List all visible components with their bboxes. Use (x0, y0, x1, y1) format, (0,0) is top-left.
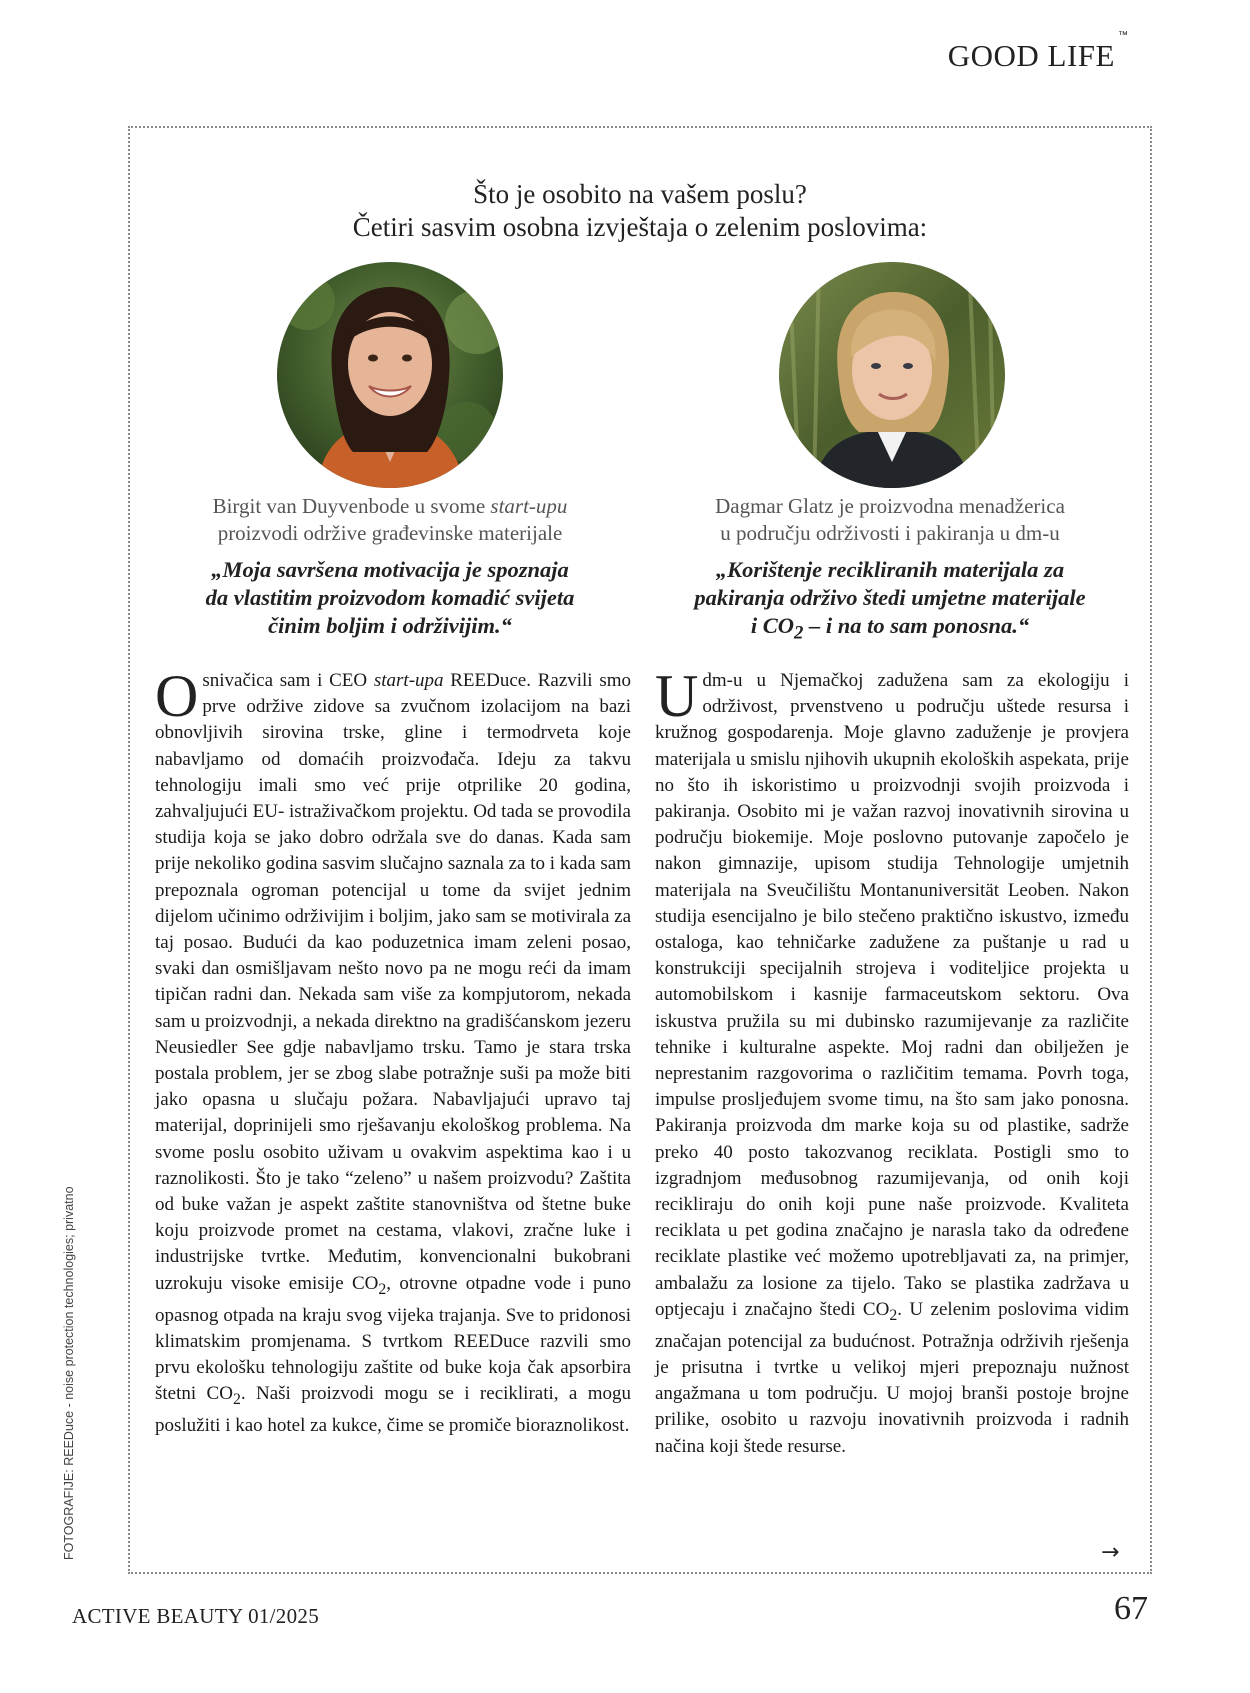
article-body-left (155, 663, 632, 1439)
dropcap-right: U (655, 663, 699, 729)
right-text-b: . U zelenim poslovima vidim značajan potencijal za budućnost. Potražnja održivih rješenja je prisutna i tvrtke u velikoj mjeri prepoznaju nužnost angažmana u tom području. U mojoj branši postoje brojne prilike, osobito u razvoju inovativnih proizvoda i radnih načina koji štede resurse. (655, 1298, 1129, 1457)
quote-dagmar (660, 556, 1120, 648)
left-text-a: snivačica sam i CEO (202, 670, 374, 691)
heading-line-2: Četiri sasvim osobna izvještaja o zelenim poslovima: (352, 212, 928, 242)
caption-dagmar-line-2: u području održivosti i pakiranja u dm-u (720, 521, 1060, 545)
corner-mark: ™ (1118, 30, 1128, 41)
caption-birgit-line-1 (160, 493, 620, 520)
portrait-woman-dark-hair-icon (277, 262, 503, 488)
caption-birgit-italic: start-upu (490, 494, 568, 518)
right-sub-1: 2 (889, 1306, 898, 1324)
article-heading (128, 178, 1152, 244)
caption-birgit-line-2: proizvodi održive građevinske materijale (217, 521, 563, 545)
quote-dagmar-line-3 (660, 612, 1120, 648)
section-label: GOOD LIFE (947, 38, 1115, 73)
caption-dagmar (660, 493, 1120, 547)
right-text-a: dm-u u Njemačkoj zadužena sam za ekologiju i održivost, prvenstveno u području uštede resursa i kružnog gospodarenja. Moje glavno zaduženje je provjera materijala u smislu njihovih ukupnih ekoloških aspekata, prije no što ih iskoristimo u proizvodnji svojih proizvoda i pakiranja. Osobito mi je važan razvoj inovativnih sirovina u području biokemije. Moje poslovno putovanje započelo je nakon gimnazije, upisom studija Tehnologije umjetnih materijala na Sveučilištu Montanuniversität Leoben. Nakon studija esencijalno je bilo stečeno praktično iskustvo, između ostaloga, kao tehničarke zadužene za puštanje u rad u konstrukciji specijalnih strojeva i voditeljice projekta u automobilskom i kasnije farmaceutskom sektoru. Ova iskustva pružila su mi dubinsko razumijevanje za različite tehnike i kulturalne aspekte. Moj radni dan obilježen je neprestanim razgovorima o različitim temama. Povrh toga, impulse prosljeđujem svome timu, na što sam jako ponosna. Pakiranja proizvoda dm marke koja su od plastike, sadrže preko 40 posto takozvanog reciklata. Postigli smo to izgradnjom međusobnog razumijevanja, od onih koji recikliraju do onih koji pune naše proizvode. Kvaliteta reciklata u pet godina značajno je narasla tako da određene reciklate plastike već možemo upotrebljavati za, na primjer, ambalažu za losione za tijelo. Tako se plastika zadržava u optjecaju i značajno štedi CO (655, 670, 1129, 1320)
quote-dagmar-line-1: „Korištenje recikliranih materijala za (715, 557, 1065, 582)
left-sub-1: 2 (378, 1280, 387, 1298)
dropcap-left: O (155, 663, 199, 729)
continue-arrow-icon: → (1101, 1540, 1120, 1565)
magazine-issue: ACTIVE BEAUTY 01/2025 (72, 1604, 319, 1628)
left-text-c: , otrovne otpadne vode i puno opasnog otpada na kraju svog vijeka trajanja. Sve to pridonosi klimatskim promjenama. S tvrtkom REEDuce razvili smo prvu ekološku tehnologiju zaštite od buke koja čak apsorbira štetni CO (155, 1272, 631, 1405)
quote-birgit-line-2: da vlastitim proizvodom komadić svijeta (205, 585, 575, 610)
left-sub-2: 2 (232, 1391, 241, 1409)
portrait-dagmar (779, 262, 1005, 488)
quote-dagmar-line-2: pakiranja održivo štedi umjetne materijale (694, 585, 1086, 610)
caption-birgit-prefix: Birgit van Duyvenbode u svome (212, 494, 491, 518)
left-text-b: REEDuce. Razvili smo prve održive zidove sa zvučnom izolacijom na bazi obnovljivih sirovina trske, gline i termodrveta koje nabavljamo od domaćih proizvođača. Ideju za takvu tehnologiju imali smo već prije otprilike 20 godina, zahvaljujući EU- istraživačkom projektu. Od tada se provodila studija koja se jako dobro održala sve do danas. Kada sam prije nekoliko godina sasvim slučajno saznala za to i kada sam prepoznala ogroman potencijal u tome da svijet jednim dijelom učinimo održivijim i boljim, jako sam se motivirala za taj posao. Budući da kao poduzetnica imam zeleni posao, svaki dan osmišljavam nešto novo pa ne mogu reći da imam tipičan radni dan. Nekada sam više za kompjutorom, nekada sam u proizvodnji, a nekada direktno na gradišćanskom jezeru Neusiedler See gdje nabavljamo trsku. Tamo je stara trska postala problem, jer se zbog slabe potražnje suši pa može biti jako opasna u slučaju požara. Nabavljajući upravo taj materijal, doprinijeli smo rješavanju ekološkog problema. Na svome poslu osobito uživam u ovakvim aspektima kao i u raznolikosti. Što je tako “zeleno” u našem proizvodu? Zaštita od buke važan je aspekt zaštite stanovništva od štetne buke koju proizvode promet na cestama, vlakovi, zračne luke i industrijske tvrtke. Međutim, konvencionalni bukobrani uzrokuju visoke emisije CO (155, 670, 631, 1294)
article-body-right (655, 663, 1129, 1460)
caption-birgit (160, 493, 620, 547)
caption-dagmar-line-1: Dagmar Glatz je proizvodna menadžerica (715, 494, 1065, 518)
portrait-woman-blonde-hair-icon (779, 262, 1005, 488)
quote-birgit (160, 556, 620, 640)
quote-dagmar-end: – i na to sam ponosna.“ (803, 613, 1030, 638)
heading-line-1: Što je osobito na vašem poslu? (473, 179, 807, 209)
page-number: 67 (1114, 1590, 1148, 1627)
photo-credit: FOTOGRAFIJE: REEDuce - noise protection technologies; privatno (62, 1186, 76, 1560)
quote-dagmar-co: i CO (750, 613, 795, 638)
left-text-d: . Naši proizvodi mogu se i reciklirati, a mogu poslužiti i kao hotel za kukce, čime se promiče bioraznolikost. (155, 1383, 632, 1437)
portrait-birgit (277, 262, 503, 488)
left-text-italic: start-upa (373, 670, 444, 691)
quote-birgit-line-3: činim boljim i održivijim.“ (268, 613, 512, 638)
quote-dagmar-sub: 2 (794, 622, 804, 644)
quote-birgit-line-1: „Moja savršena motivacija je spoznaja (211, 557, 569, 582)
